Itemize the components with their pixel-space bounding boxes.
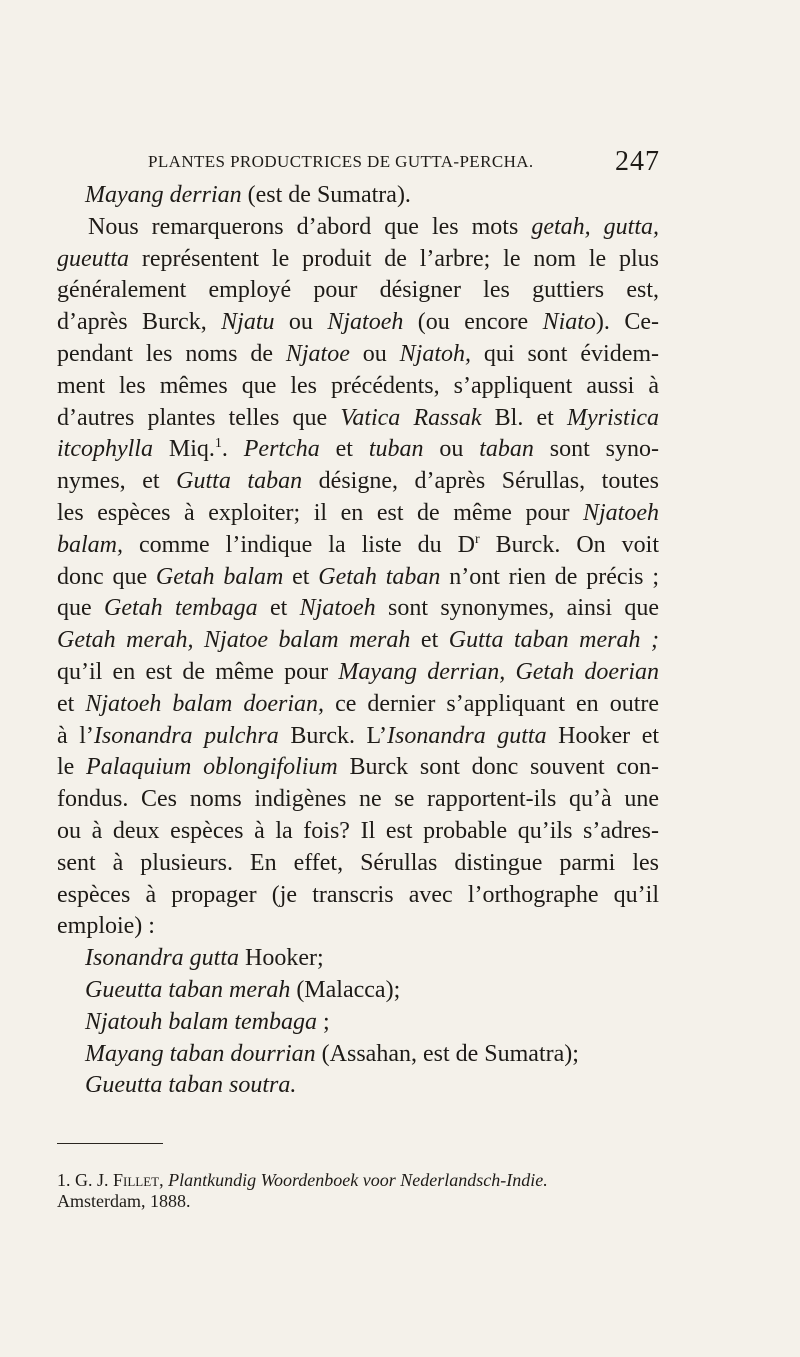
text-line: d’autres plantes telles que Vatica Rassak Bl. et Myristica — [57, 404, 660, 431]
text-line: qu’il en est de même pour Mayang derrian, Getah doerian — [57, 658, 659, 685]
list-item: Mayang taban dourrian (Assahan, est de Sumatra); — [85, 1040, 579, 1067]
text-line: gueutta représentent le produit de l’arbre; le nom le plus — [57, 245, 659, 272]
text-line: le Palaquium oblongifolium Burck sont donc souvent con- — [57, 754, 660, 781]
page-number: 247 — [615, 146, 660, 177]
footnote — [57, 1170, 667, 1212]
list-item: Njatouh balam tembaga ; — [85, 1008, 330, 1035]
list-item: Gueutta taban soutra. — [85, 1072, 297, 1099]
text-line: emploie) : — [57, 913, 155, 940]
text-line: fondus. Ces noms indigènes ne se rapportent-ils qu’à une — [57, 786, 659, 813]
text-line: et Njatoeh balam doerian, ce dernier s’appliquant en outre — [57, 690, 660, 717]
text-line: généralement employé pour désigner les guttiers est, — [57, 277, 659, 304]
text-line: ment les mêmes que les précédents, s’appliquent aussi à — [57, 372, 659, 399]
text-line: itcophylla Miq.$^1$. Pertcha et tuban ou taban sont syno- — [57, 436, 659, 463]
text-line: Getah merah, Njatoe balam merah et Gutta taban merah ; — [57, 627, 660, 654]
footnote-marker: 1. — [57, 1170, 71, 1190]
text-line: pendant les noms de Njatoe ou Njatoh, qui sont évidem- — [57, 340, 660, 367]
text-line: nymes, et Gutta taban désigne, d’après Sérullas, toutes — [57, 468, 659, 495]
list-item: Isonandra gutta Hooker; — [85, 945, 324, 972]
footnote-line: Amsterdam, 1888. — [57, 1191, 191, 1211]
footnote-line: 1. G. J. Fillet, Plantkundig Woordenboek voor Nederlandsch-Indie. — [57, 1170, 548, 1190]
main-text — [57, 180, 659, 1102]
text-line: balam, comme l’indique la liste du $D^r$ Burck. On voit — [57, 531, 659, 558]
page-header — [148, 148, 660, 178]
footnote-rule — [57, 1143, 163, 1144]
text-line: Nous remarquerons d’abord que les mots getah, gutta, — [88, 213, 659, 240]
text-line: espèces à propager (je transcris avec l’orthographe qu’il — [57, 881, 659, 908]
text-line: d’après Burck, Njatu ou Njatoeh (ou encore Niato). Ce- — [57, 309, 659, 336]
text-line: Mayang derrian (est de Sumatra). — [85, 182, 411, 208]
text-line: à l’Isonandra pulchra Burck. L’Isonandra gutta Hooker et — [57, 722, 660, 749]
text-line: sent à plusieurs. En effet, Sérullas distingue parmi les — [57, 849, 659, 876]
text-line: les espèces à exploiter; il en est de même pour Njatoeh — [57, 499, 659, 526]
list-item: Gueutta taban merah (Malacca); — [85, 976, 401, 1003]
running-head: PLANTES PRODUCTRICES DE GUTTA-PERCHA. — [148, 152, 534, 171]
footnote-ref[interactable]: 1 — [214, 436, 222, 452]
text-line: que Getah tembaga et Njatoeh sont synonymes, ainsi que — [57, 595, 659, 622]
text-line: ou à deux espèces à la fois? Il est probable qu’ils s’adres- — [57, 817, 659, 844]
text-line: donc que Getah balam et Getah taban n’ont rien de précis ; — [57, 563, 659, 590]
